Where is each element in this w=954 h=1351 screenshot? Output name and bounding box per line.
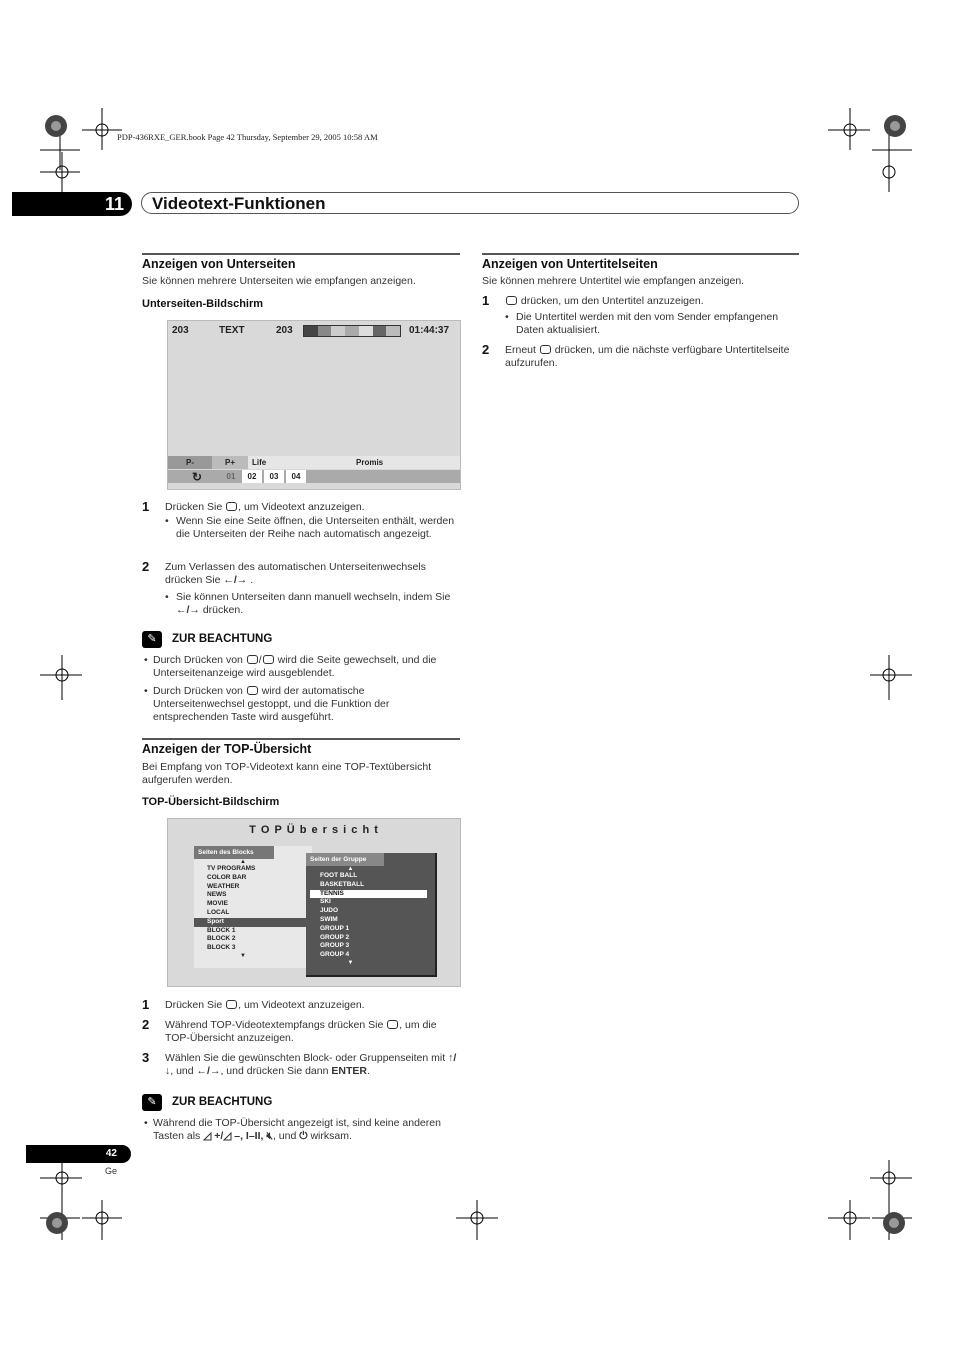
bullet-text: Wenn Sie eine Seite öffnen, die Unterseiten enthält, werden die Unterseiten der Reihe nach automatisch angezeigt. <box>176 515 455 540</box>
group-item[interactable]: GROUP 2 <box>320 933 350 941</box>
screen-time: 01:44:37 <box>409 325 450 336</box>
bullet-text: Sie können Unterseiten dann manuell wechseln, indem Sie <box>176 591 451 603</box>
block-item[interactable]: Sport <box>194 918 312 927</box>
block-item[interactable]: NEWS <box>207 891 227 899</box>
swirl-icon: ↻ <box>192 470 203 484</box>
group-item[interactable]: GROUP 4 <box>320 951 350 959</box>
step-text: , und drücken Sie dann <box>220 1065 329 1077</box>
volume-keys-icon: ◿ +/◿ –, I–II, 🔇︎ <box>203 1130 273 1142</box>
step-text: , und <box>170 1065 194 1077</box>
bullet-text: Die Untertitel werden mit den vom Sender empfangenen Daten aktualisiert. <box>516 311 779 336</box>
screen-fastext-bar <box>168 456 460 469</box>
step-text: Zum Verlassen des automatischen Unterseitenwechsels drücken Sie <box>165 561 426 586</box>
section-intro: Bei Empfang von TOP-Videotext kann eine TOP-Textübersicht aufgerufen werden. <box>142 761 432 786</box>
language-code: Ge <box>105 1166 118 1176</box>
life-label: Life <box>248 456 352 469</box>
group-header: Seiten der Gruppe <box>306 853 384 866</box>
group-item[interactable]: SWIM <box>320 915 338 923</box>
note-item: • Durch Drücken von wird der automatische Unterseitenwechsel gestoppt, und die Funktion der entsprechenden Taste wird ausgeführt. <box>144 685 390 723</box>
section-rule <box>142 738 460 740</box>
subtitle-key-icon <box>506 296 517 305</box>
block-item[interactable]: WEATHER <box>207 882 240 890</box>
header-note: PDP-436RXE_GER.book Page 42 Thursday, September 29, 2005 10:58 AM <box>117 132 378 142</box>
p-minus: P- <box>168 456 212 469</box>
up-arrow-icon: ▲ <box>347 866 354 872</box>
section-title: Anzeigen der TOP-Übersicht <box>142 742 312 756</box>
p-plus: P+ <box>212 456 248 469</box>
step-number: 1 <box>482 293 490 308</box>
step-text: Erneut <box>505 344 536 356</box>
screen-page: 203 <box>172 325 189 336</box>
step-text: , um Videotext anzuzeigen. <box>238 501 365 513</box>
note-icon: ✎ <box>142 1094 162 1111</box>
down-arrow-icon: ▼ <box>240 952 246 959</box>
block-panel <box>194 846 312 968</box>
subpage-screen <box>167 320 461 490</box>
hold-key-icon <box>247 686 258 695</box>
left-right-arrow-icon: ←/→ <box>223 574 248 586</box>
step-number: 3 <box>142 1050 150 1065</box>
step-2-text: Zum Verlassen des automatischen Unterseitenwechsels drücken Sie ←/→ . <box>165 561 426 586</box>
note-text: Durch Drücken von <box>153 654 243 666</box>
screen-label: Unterseiten-Bildschirm <box>142 298 264 310</box>
note-icon: ✎ <box>142 631 162 648</box>
block-item[interactable]: LOCAL <box>207 908 230 916</box>
bullet-item: • Sie können Unterseiten dann manuell wechseln, indem Sie ←/→ drücken. <box>165 591 451 616</box>
left-right-arrow-icon: ←/→ <box>176 604 200 616</box>
block-item[interactable]: MOVIE <box>207 900 228 908</box>
top-title: T O P Ü b e r s i c h t <box>249 824 379 836</box>
step-text: Während TOP-Videotextempfangs drücken Sie <box>165 1019 384 1031</box>
subpage-row <box>168 470 460 483</box>
note-text: wird der automatische Unterseitenwechsel gestoppt, und die Funktion der entsprechenden Taste wird ausgeführt. <box>153 685 390 723</box>
screen-page2: 203 <box>276 325 293 336</box>
step-text: Drücken Sie <box>165 999 223 1011</box>
step-number: 1 <box>142 499 150 514</box>
bullet-text: drücken. <box>202 604 244 616</box>
screen-text: TEXT <box>219 325 245 336</box>
step-number: 1 <box>142 997 150 1012</box>
subpage-item: 04 <box>286 470 306 483</box>
subtitle-key-icon <box>540 345 551 354</box>
top-step-3: Wählen Sie die gewünschten Block- oder Gruppenseiten mit ↑/↓, und ←/→, und drücken Sie dann ENTER. <box>165 1052 457 1077</box>
index-key-icon <box>387 1020 398 1029</box>
screen-label: TOP-Übersicht-Bildschirm <box>142 796 280 808</box>
block-item[interactable]: BLOCK 1 <box>207 926 236 934</box>
block-item[interactable]: COLOR BAR <box>207 873 247 881</box>
teletext-key-icon <box>226 502 237 511</box>
section-rule <box>482 253 799 255</box>
step-number: 2 <box>142 1017 150 1032</box>
group-item[interactable]: FOOT BALL <box>320 872 358 879</box>
step-text: , um die TOP-Übersicht anzuzeigen. <box>165 1019 437 1044</box>
step-number: 2 <box>482 342 490 357</box>
step-1-text <box>165 501 365 514</box>
group-item[interactable]: SKI <box>320 898 331 906</box>
page-number: 42 <box>26 1145 131 1163</box>
power-icon: ⏻ <box>299 1130 308 1142</box>
bullet-item: • Wenn Sie eine Seite öffnen, die Unterseiten enthält, werden die Unterseiten der Reihe nach automatisch angezeigt. <box>165 515 455 540</box>
note-text: wird die Seite gewechselt, und die Unterseitenanzeige wird ausgeblendet. <box>153 654 437 679</box>
teletext-key-icon <box>226 1000 237 1009</box>
step-text: , um Videotext anzuzeigen. <box>238 999 365 1011</box>
block-item[interactable]: BLOCK 2 <box>207 935 236 943</box>
block-list <box>194 865 312 953</box>
step-text: drücken, um den Untertitel anzuzeigen. <box>520 295 704 307</box>
subpage-progress <box>303 325 401 337</box>
double-key-icon <box>247 655 258 664</box>
section-title: Anzeigen von Unterseiten <box>142 257 296 271</box>
note-text: Während die TOP-Übersicht angezeigt ist, sind keine anderen Tasten als <box>153 1117 441 1142</box>
group-item[interactable]: GROUP 3 <box>320 942 350 950</box>
chapter-title: Videotext-Funktionen <box>141 192 799 214</box>
up-arrow-icon: ▲ <box>240 859 246 865</box>
block-header: Seiten des Blocks <box>194 846 274 859</box>
sub-step-1 <box>505 295 704 308</box>
section-intro: Sie können mehrere Unterseiten wie empfangen anzeigen. <box>142 275 416 287</box>
promis-label: Promis <box>352 456 460 469</box>
section-intro: Sie können mehrere Untertitel wie empfangen anzeigen. <box>482 275 745 287</box>
subpage-item: 03 <box>264 470 284 483</box>
group-item[interactable]: JUDO <box>320 907 339 915</box>
bullet-item: • Die Untertitel werden mit den vom Sender empfangenen Daten aktualisiert. <box>505 311 795 337</box>
top-step-1 <box>165 999 365 1012</box>
up-down-arrow-icon: ↑/↓ <box>165 1052 457 1077</box>
note-title: ZUR BEACHTUNG <box>172 633 273 645</box>
section-title: Anzeigen von Untertitelseiten <box>482 257 658 271</box>
block-item[interactable]: BLOCK 3 <box>207 944 236 952</box>
subpage-item: 02 <box>242 470 262 483</box>
top-overview-screen <box>167 818 461 987</box>
note-item: • Während die TOP-Übersicht angezeigt ist, sind keine anderen Tasten als ◿ +/◿ –, I–II, 🔇︎, und ⏻ wirksam. <box>144 1117 441 1142</box>
down-arrow-icon: ▼ <box>347 959 354 966</box>
group-item[interactable]: GROUP 1 <box>320 924 350 932</box>
note-item: • Durch Drücken von / wird die Seite gewechselt, und die Unterseitenanzeige wird ausgeblendet. <box>144 654 437 679</box>
group-item[interactable]: BASKETBALL <box>320 880 365 888</box>
group-list <box>306 872 435 960</box>
double-key-icon <box>263 655 274 664</box>
note-text: Durch Drücken von <box>153 685 243 697</box>
block-item[interactable]: TV PROGRAMS <box>207 865 256 872</box>
note-text: wirksam. <box>310 1130 352 1142</box>
step-text: Wählen Sie die gewünschten Block- oder Gruppenseiten mit <box>165 1052 446 1064</box>
step-number: 2 <box>142 559 150 574</box>
sub-step-2 <box>505 344 795 370</box>
subpage-item: 01 <box>226 472 236 481</box>
chapter-number: 11 <box>12 192 132 216</box>
step-text: drücken, um die nächste verfügbare Untertitelseite aufzurufen. <box>505 344 790 369</box>
note-title: ZUR BEACHTUNG <box>172 1096 273 1108</box>
subpage-list <box>222 470 306 483</box>
section-rule <box>142 253 460 255</box>
group-item[interactable]: TENNIS <box>310 890 427 899</box>
note-text: , und <box>272 1130 297 1142</box>
group-panel <box>306 853 437 977</box>
step-text: Drücken Sie <box>165 501 223 513</box>
top-step-2 <box>165 1019 461 1045</box>
left-right-arrow-icon: ←/→ <box>196 1065 221 1077</box>
enter-key-label: ENTER <box>331 1065 367 1077</box>
